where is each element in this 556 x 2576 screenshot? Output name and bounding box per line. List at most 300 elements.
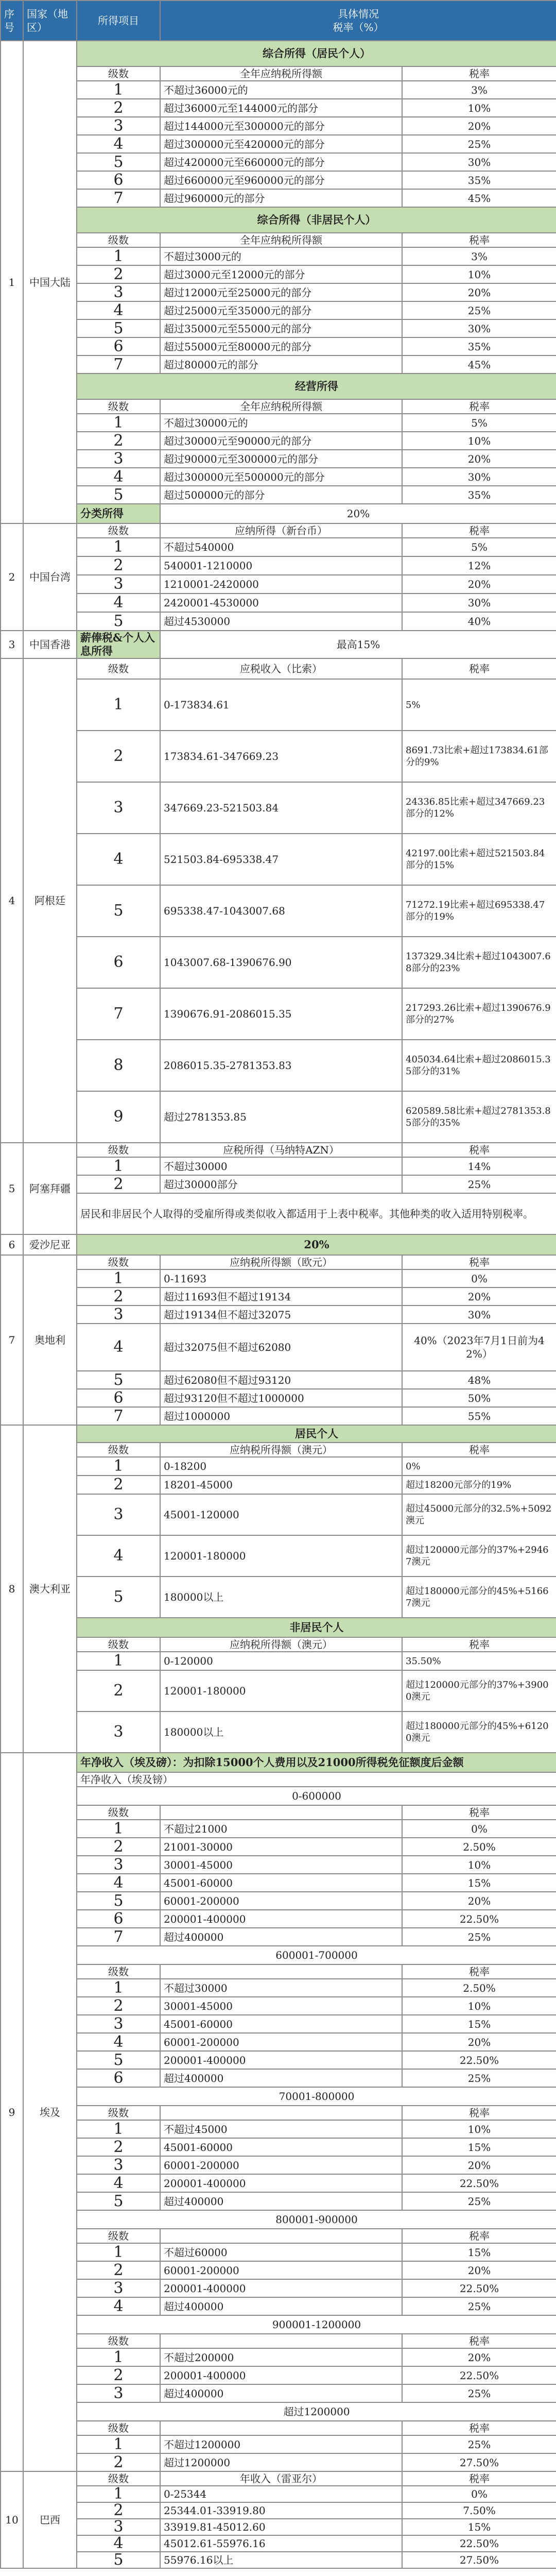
income-range: 不超过1200000 <box>160 2435 402 2453</box>
table-row <box>1 594 556 612</box>
level-num: 4 <box>77 2033 160 2051</box>
level-num: 7 <box>77 1928 160 1946</box>
col-head-income <box>160 2106 402 2120</box>
rate-value: 48% <box>402 1371 556 1389</box>
level-num: 4 <box>77 2535 160 2552</box>
income-range: 超过12000元至25000元的部分 <box>160 283 402 301</box>
table-row <box>1 1618 556 1637</box>
income-range: 0-173834.61 <box>160 679 402 731</box>
income-range: 60001-200000 <box>160 2033 402 2051</box>
col-head-level: 级数 <box>77 2106 160 2120</box>
country-seq: 9 <box>1 1753 23 2471</box>
income-range: 21001-30000 <box>160 1838 402 1856</box>
rate-value: 3% <box>402 247 556 265</box>
table-row <box>1 1772 556 1787</box>
rate-value: 15% <box>402 2243 556 2261</box>
table-row <box>1 2366 556 2384</box>
table-row <box>1 2261 556 2279</box>
country-name: 巴西 <box>23 2471 77 2568</box>
col-head-level: 级数 <box>77 1964 160 1979</box>
table-row <box>1 189 556 207</box>
level-num: 6 <box>77 1910 160 1928</box>
table-row <box>1 1457 556 1476</box>
col-head-rate: 税率 <box>402 2421 556 2435</box>
table-row <box>1 1577 556 1618</box>
level-num: 6 <box>77 337 160 355</box>
rate-value: 40%（2023年7月1日前为42%） <box>402 1324 556 1371</box>
income-range: 180000以上 <box>160 1577 402 1618</box>
level-num: 1 <box>77 2120 160 2138</box>
income-range: 0-120000 <box>160 1652 402 1670</box>
income-range: 不超过200000 <box>160 2348 402 2366</box>
income-range: 超过25000元至35000元的部分 <box>160 301 402 319</box>
table-row <box>1 468 556 486</box>
block-title: 经营所得 <box>77 374 556 399</box>
block-title: 非居民个人 <box>77 1618 556 1637</box>
col-head-income: 全年应纳税所得额 <box>160 66 402 81</box>
col-head-income: 全年应纳税所得额 <box>160 233 402 247</box>
table-row <box>1 1040 556 1091</box>
rate-value: 25% <box>402 2384 556 2402</box>
income-range: 30001-45000 <box>160 1856 402 1874</box>
rate-value: 35.50% <box>402 1652 556 1670</box>
rate-value: 22.50% <box>402 2535 556 2552</box>
level-num: 4 <box>77 1874 160 1892</box>
income-range: 180000以上 <box>160 1711 402 1753</box>
rate-value: 2.50% <box>402 1838 556 1856</box>
level-num: 5 <box>77 153 160 171</box>
col-head-level: 级数 <box>77 399 160 414</box>
income-range: 超过35000元至55000元的部分 <box>160 319 402 337</box>
table-row <box>1 265 556 283</box>
income-range: 超过400000 <box>160 2192 402 2210</box>
col-head-rate: 税率 <box>402 1637 556 1652</box>
rate-value: 20% <box>402 2033 556 2051</box>
income-range: 超过400000 <box>160 2384 402 2402</box>
table-row <box>1 1874 556 1892</box>
level-num: 2 <box>77 1175 160 1193</box>
income-range: 超过93120但不超过1000000 <box>160 1389 402 1407</box>
income-range: 200001-400000 <box>160 2051 402 2069</box>
income-range: 200001-400000 <box>160 2174 402 2192</box>
income-range: 不超过30000 <box>160 1979 402 1997</box>
table-row <box>1 153 556 171</box>
table-row <box>1 988 556 1040</box>
income-range: 超过32075但不超过62080 <box>160 1324 402 1371</box>
table-row <box>1 247 556 265</box>
income-range: 347669.23-521503.84 <box>160 782 402 834</box>
country-name: 中国香港 <box>23 631 77 658</box>
rate-value: 8691.73比索+超过173834.61部分的9% <box>402 731 556 782</box>
table-row <box>1 2069 556 2087</box>
table-row <box>1 1234 556 1255</box>
level-num: 2 <box>77 2453 160 2471</box>
level-num: 4 <box>77 2297 160 2315</box>
table-row <box>1 1255 556 1269</box>
class-label: 分类所得 <box>77 504 160 523</box>
table-row <box>1 2051 556 2069</box>
header-country: 国家（地区） <box>23 1 77 41</box>
income-range: 1210001-2420000 <box>160 575 402 594</box>
income-range: 60001-200000 <box>160 2261 402 2279</box>
egypt-range: 超过1200000 <box>77 2402 556 2421</box>
income-range: 521503.84-695338.47 <box>160 834 402 885</box>
income-range: 60001-200000 <box>160 2156 402 2174</box>
col-head-rate: 税率 <box>402 233 556 247</box>
table-row <box>1 1946 556 1964</box>
level-num: 3 <box>77 1856 160 1874</box>
country-name: 阿塞拜疆 <box>23 1143 77 1234</box>
table-row <box>1 2486 556 2502</box>
level-num: 2 <box>77 2261 160 2279</box>
income-range: 2420001-4530000 <box>160 594 402 612</box>
rate-value: 0% <box>402 1269 556 1287</box>
table-row <box>1 1389 556 1407</box>
level-num: 5 <box>77 612 160 631</box>
col-head-rate: 税率 <box>402 523 556 538</box>
table-row <box>1 538 556 556</box>
income-range: 超过960000元的部分 <box>160 189 402 207</box>
rate-value: 27.50% <box>402 2453 556 2471</box>
income-range: 超过30000部分 <box>160 1175 402 1193</box>
rate-value: 22.50% <box>402 2366 556 2384</box>
rate-value: 35% <box>402 337 556 355</box>
header-item: 所得项目 <box>77 1 160 41</box>
level-num: 2 <box>77 1997 160 2015</box>
level-num: 8 <box>77 1040 160 1091</box>
col-head-level: 级数 <box>77 1637 160 1652</box>
country-name: 爱沙尼亚 <box>23 1234 77 1255</box>
col-head-rate: 税率 <box>402 2471 556 2486</box>
table-row <box>1 355 556 374</box>
level-num: 4 <box>77 135 160 153</box>
col-head-income: 应纳税所得额（欧元） <box>160 1255 402 1269</box>
table-row <box>1 1711 556 1753</box>
rate-value: 10% <box>402 432 556 450</box>
income-range: 超过4530000 <box>160 612 402 631</box>
rate-value: 20% <box>402 117 556 135</box>
table-row <box>1 575 556 594</box>
table-row <box>1 1928 556 1946</box>
table-row <box>1 2535 556 2552</box>
rate-value: 25% <box>402 301 556 319</box>
table-row <box>1 2334 556 2348</box>
table-row <box>1 1494 556 1535</box>
income-range: 不超过30000 <box>160 1157 402 1175</box>
table-row <box>1 1787 556 1805</box>
rate-value: 20% <box>402 283 556 301</box>
rate-value: 620589.58比索+超过2781353.85部分的35% <box>402 1091 556 1143</box>
estonia-rate: 20% <box>77 1234 556 1255</box>
table-row <box>1 486 556 504</box>
rate-value: 超过120000元部分的37%+39000澳元 <box>402 1670 556 1711</box>
rate-value: 45% <box>402 189 556 207</box>
table-row <box>1 679 556 731</box>
col-head-level: 级数 <box>77 1443 160 1457</box>
table-row <box>1 2552 556 2568</box>
table-row <box>1 1324 556 1371</box>
level-num: 2 <box>77 1670 160 1711</box>
header-detail: 具体情况 税率（%） <box>160 1 556 41</box>
table-row <box>1 2435 556 2453</box>
income-range: 超过80000元的部分 <box>160 355 402 374</box>
table-row <box>1 1820 556 1838</box>
country-seq: 8 <box>1 1425 23 1753</box>
level-num: 3 <box>77 2279 160 2297</box>
level-num: 5 <box>77 2051 160 2069</box>
rate-value: 超过45000元部分的32.5%+5092澳元 <box>402 1494 556 1535</box>
table-row <box>1 2471 556 2486</box>
table-row <box>1 2210 556 2229</box>
table-row <box>1 2120 556 2138</box>
level-num: 7 <box>77 189 160 207</box>
rate-value: 10% <box>402 99 556 117</box>
country-name: 澳大利亚 <box>23 1425 77 1753</box>
egypt-range: 0-600000 <box>77 1787 556 1805</box>
level-num: 3 <box>77 2015 160 2033</box>
income-range: 45012.61-55976.16 <box>160 2535 402 2552</box>
rate-value: 30% <box>402 594 556 612</box>
income-range: 超过500000元的部分 <box>160 486 402 504</box>
income-range: 120001-180000 <box>160 1535 402 1577</box>
col-head-income <box>160 1805 402 1820</box>
egypt-range: 900001-1200000 <box>77 2315 556 2334</box>
income-range: 超过62080但不超过93120 <box>160 1371 402 1389</box>
level-num: 2 <box>77 556 160 575</box>
rate-value: 超过180000元部分的45%+51667澳元 <box>402 1577 556 1618</box>
table-row <box>1 2015 556 2033</box>
table-row <box>1 1091 556 1143</box>
income-range: 200001-400000 <box>160 2366 402 2384</box>
level-num: 2 <box>77 99 160 117</box>
table-row <box>1 1997 556 2015</box>
level-num: 4 <box>77 1535 160 1577</box>
table-row <box>1 1476 556 1494</box>
level-num: 1 <box>77 414 160 432</box>
income-range: 45001-60000 <box>160 1874 402 1892</box>
col-head-rate: 税率 <box>402 1255 556 1269</box>
country-seq: 5 <box>1 1143 23 1234</box>
level-num: 7 <box>77 988 160 1040</box>
rate-value: 35% <box>402 486 556 504</box>
table-row <box>1 1443 556 1457</box>
level-num: 2 <box>77 1838 160 1856</box>
rate-value: 45% <box>402 355 556 374</box>
country-seq: 3 <box>1 631 23 658</box>
col-head-level: 级数 <box>77 1143 160 1157</box>
table-row <box>1 41 556 66</box>
level-num: 1 <box>77 2348 160 2366</box>
level-num: 5 <box>77 1371 160 1389</box>
level-num: 6 <box>77 1389 160 1407</box>
income-range: 不超过3000元的 <box>160 247 402 265</box>
level-num: 6 <box>77 171 160 189</box>
rate-value: 20% <box>402 2156 556 2174</box>
table-row <box>1 1269 556 1287</box>
table-row <box>1 2453 556 2471</box>
class-rate: 20% <box>160 504 556 523</box>
level-num: 3 <box>77 2519 160 2535</box>
table-row <box>1 399 556 414</box>
income-range: 超过90000元至300000元的部分 <box>160 450 402 468</box>
rate-value: 超过180000元部分的45%+61200澳元 <box>402 1711 556 1753</box>
hk-rate: 最高15% <box>160 631 556 658</box>
table-row <box>1 1892 556 1910</box>
level-num: 3 <box>77 117 160 135</box>
header-row <box>1 1 556 41</box>
level-num: 5 <box>77 2552 160 2568</box>
income-range: 55976.16以上 <box>160 2552 402 2568</box>
rate-value: 22.50% <box>402 2279 556 2297</box>
col-head-income: 应纳所得（新台币） <box>160 523 402 538</box>
level-num: 2 <box>77 265 160 283</box>
level-num: 2 <box>77 1476 160 1494</box>
table-row <box>1 1306 556 1324</box>
level-num: 2 <box>77 2138 160 2156</box>
col-head-income: 应纳税所得额（澳元） <box>160 1443 402 1457</box>
level-num: 4 <box>77 834 160 885</box>
level-num: 1 <box>77 1820 160 1838</box>
table-row <box>1 2502 556 2519</box>
col-head-level: 级数 <box>77 233 160 247</box>
level-num: 3 <box>77 2156 160 2174</box>
income-range: 60001-200000 <box>160 1892 402 1910</box>
rate-value: 217293.26比索+超过1390676.9部分的27% <box>402 988 556 1040</box>
table-row <box>1 2519 556 2535</box>
col-head-rate: 税率 <box>402 2106 556 2120</box>
header-seq: 序号 <box>1 1 23 41</box>
level-num: 5 <box>77 1892 160 1910</box>
egypt-income-head: 年净收入（埃及镑） <box>77 1772 556 1787</box>
hk-item: 薪俸税&个人入息所得 <box>77 631 160 658</box>
rate-value: 22.50% <box>402 2051 556 2069</box>
block-title: 居民个人 <box>77 1425 556 1443</box>
level-num: 4 <box>77 2174 160 2192</box>
country-seq: 4 <box>1 658 23 1143</box>
egypt-range: 800001-900000 <box>77 2210 556 2229</box>
level-num: 1 <box>77 2435 160 2453</box>
table-row <box>1 2229 556 2243</box>
rate-value: 25% <box>402 2069 556 2087</box>
rate-value: 超过18200元部分的19% <box>402 1476 556 1494</box>
country-name: 阿根廷 <box>23 658 77 1143</box>
table-row <box>1 1856 556 1874</box>
table-row <box>1 1838 556 1856</box>
col-head-income: 应税收入（比索） <box>160 658 402 679</box>
rate-value: 22.50% <box>402 2174 556 2192</box>
level-num: 3 <box>77 1494 160 1535</box>
azer-note: 居民和非居民个人取得的受雇所得或类似收入都适用于上表中税率。其他种类的收入适用特别税率。 <box>77 1193 556 1234</box>
level-num: 2 <box>77 2502 160 2519</box>
col-head-level: 级数 <box>77 1255 160 1269</box>
rate-value: 10% <box>402 265 556 283</box>
table-row <box>1 1979 556 1997</box>
income-range: 1390676.91-2086015.35 <box>160 988 402 1040</box>
income-range: 0-18200 <box>160 1457 402 1476</box>
level-num: 1 <box>77 1269 160 1287</box>
table-row <box>1 2348 556 2366</box>
income-range: 173834.61-347669.23 <box>160 731 402 782</box>
income-range: 不超过60000 <box>160 2243 402 2261</box>
rate-value: 137329.34比索+超过1043007.68部分的23% <box>402 937 556 988</box>
income-range: 超过400000 <box>160 2069 402 2087</box>
level-num: 4 <box>77 301 160 319</box>
table-row <box>1 414 556 432</box>
level-num: 3 <box>77 283 160 301</box>
income-range: 25344.01-33919.80 <box>160 2502 402 2519</box>
table-row <box>1 337 556 355</box>
col-head-income <box>160 2334 402 2348</box>
block-title: 综合所得（非居民个人） <box>77 207 556 233</box>
table-row <box>1 612 556 631</box>
income-range: 不超过30000元的 <box>160 414 402 432</box>
level-num: 5 <box>77 2192 160 2210</box>
income-range: 超过1000000 <box>160 1407 402 1425</box>
table-row <box>1 1193 556 1234</box>
income-range: 45001-60000 <box>160 2015 402 2033</box>
rate-value: 15% <box>402 1874 556 1892</box>
level-num: 5 <box>77 1577 160 1618</box>
table-row <box>1 374 556 399</box>
income-range: 超过36000元至144000元的部分 <box>160 99 402 117</box>
country-name: 中国台湾 <box>23 523 77 631</box>
table-row <box>1 2384 556 2402</box>
rate-value: 2.50% <box>402 1979 556 1997</box>
table-row <box>1 658 556 679</box>
table-row <box>1 1143 556 1157</box>
level-num: 1 <box>77 679 160 731</box>
table-row <box>1 523 556 538</box>
col-head-level: 级数 <box>77 2229 160 2243</box>
rate-value: 25% <box>402 2435 556 2453</box>
rate-value: 25% <box>402 2192 556 2210</box>
table-row <box>1 504 556 523</box>
table-row <box>1 1425 556 1443</box>
table-row <box>1 171 556 189</box>
income-range: 超过30000元至90000元的部分 <box>160 432 402 450</box>
country-seq: 2 <box>1 523 23 631</box>
table-row <box>1 2243 556 2261</box>
table-row <box>1 301 556 319</box>
level-num: 2 <box>77 1287 160 1306</box>
col-head-rate: 税率 <box>402 1143 556 1157</box>
table-row <box>1 2297 556 2315</box>
income-range: 18201-45000 <box>160 1476 402 1494</box>
income-range: 超过400000 <box>160 1928 402 1946</box>
rate-value: 30% <box>402 319 556 337</box>
table-row <box>1 117 556 135</box>
level-num: 3 <box>77 575 160 594</box>
col-head-income <box>160 1964 402 1979</box>
rate-value: 35% <box>402 171 556 189</box>
income-range: 超过300000元至420000元的部分 <box>160 135 402 153</box>
col-head-level: 级数 <box>77 2421 160 2435</box>
table-row <box>1 2033 556 2051</box>
level-num: 5 <box>77 319 160 337</box>
table-row <box>1 731 556 782</box>
income-range: 45001-120000 <box>160 1494 402 1535</box>
table-row <box>1 1670 556 1711</box>
col-head-income: 年收入（雷亚尔） <box>160 2471 402 2486</box>
rate-value: 25% <box>402 1928 556 1946</box>
rate-value: 40% <box>402 612 556 631</box>
rate-value: 405034.64比索+超过2086015.35部分的31% <box>402 1040 556 1091</box>
rate-value: 14% <box>402 1157 556 1175</box>
level-num: 3 <box>77 1306 160 1324</box>
col-head-rate: 税率 <box>402 1443 556 1457</box>
col-head-income <box>160 2421 402 2435</box>
rate-value: 5% <box>402 679 556 731</box>
